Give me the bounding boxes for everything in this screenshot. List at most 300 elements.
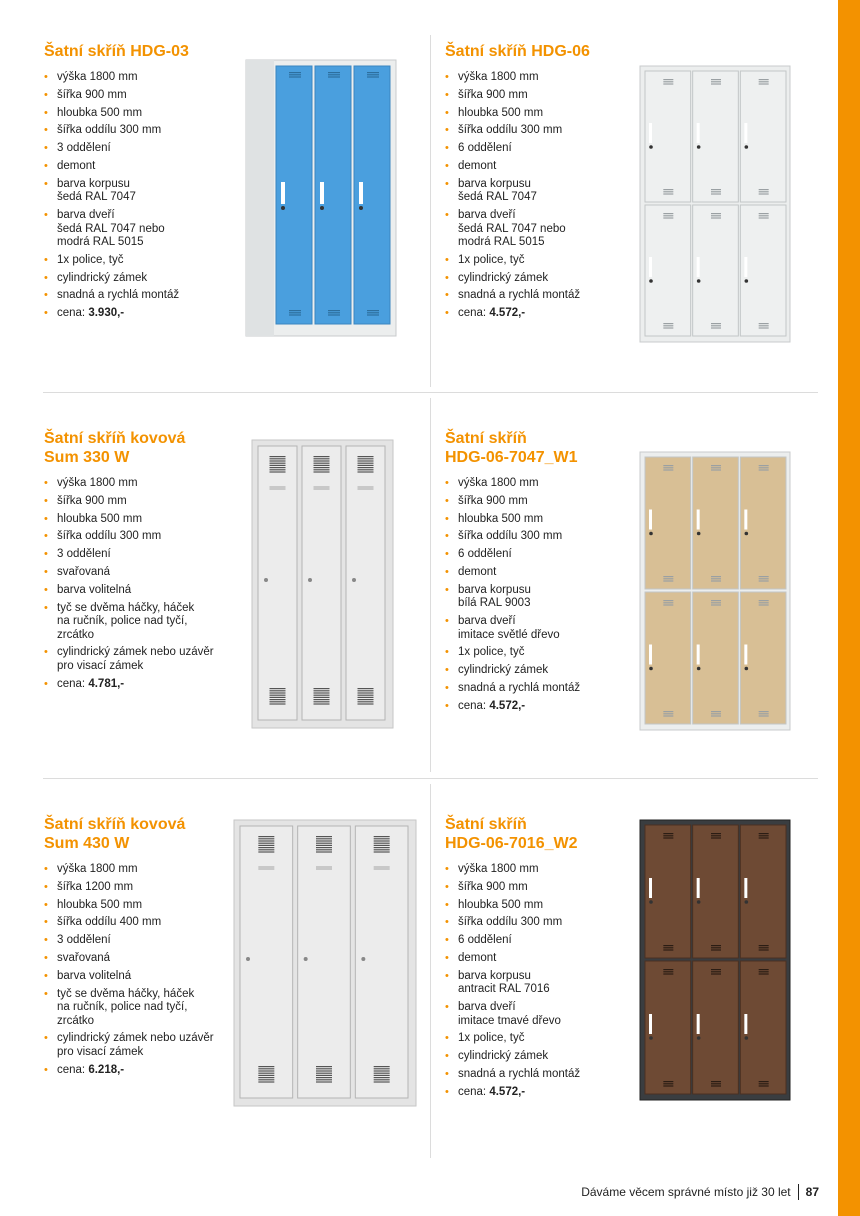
price-item [44,1064,234,1078]
vent-slot [316,836,332,837]
lock-icon [745,279,749,283]
vent-slot [258,1066,274,1067]
spec-item: • cylindrický zámek [445,272,640,286]
vent-slot [316,1070,332,1071]
spec-item: • snadná a rychlá montáž [44,289,244,303]
vent-slot [258,1077,274,1078]
vent-slot [711,79,721,80]
spec-item: • 6 oddělení [445,548,640,562]
vent-slot [663,189,673,190]
vent-slot [270,695,286,696]
lock-icon [649,532,653,536]
vent-slot [711,465,721,466]
vent-slot [358,695,374,696]
vent-slot [328,312,340,313]
vent-slot [711,604,721,605]
product-sum-430-w [44,815,234,1081]
vent-slot [711,949,721,950]
vent-slot [374,1077,390,1078]
vent-slot [314,471,330,472]
vent-slot [316,851,332,852]
spec-item: • výška 1800 mm [44,863,234,877]
price-label: cena: [458,699,490,712]
price-item [44,678,249,692]
vent-slot [711,1085,721,1086]
vent-slot [258,1075,274,1076]
label-holder [314,486,330,490]
vent-slot [314,697,330,698]
vent-slot [270,469,286,470]
spec-item: • šířka 900 mm [44,89,244,103]
spec-item: • demont [445,952,640,966]
product-title: Šatní skříň HDG-06-7047_W1 [445,430,578,466]
vent-slot [374,1079,390,1080]
vent-slot [711,833,721,834]
label-holder [358,486,374,490]
vent-slot [711,1083,721,1084]
vent-slot [759,193,769,194]
vent-slot [270,456,286,457]
locker-image-hdg-06 [638,64,792,344]
spec-item: • 1x police, tyč [44,254,244,268]
vent-slot [663,1083,673,1084]
vent-slot [358,467,374,468]
vent-slot [328,310,340,311]
vent-slot [663,191,673,192]
vent-slot [711,969,721,970]
vent-slot [258,843,274,844]
door-handle [697,510,700,530]
vent-slot [663,973,673,974]
vent-slot [663,833,673,834]
door-handle [649,257,652,277]
spec-item: • snadná a rychlá montáž [445,289,640,303]
door-handle [649,645,652,665]
vent-slot [374,836,390,837]
vent-slot [289,76,301,77]
spec-item: • šířka oddílu 300 mm [445,530,640,544]
vent-slot [663,469,673,470]
vent-slot [711,467,721,468]
vent-slot [663,217,673,218]
vent-slot [759,465,769,466]
door-handle [744,257,747,277]
vent-slot [358,456,374,457]
door-handle [320,182,324,204]
vent-slot [663,325,673,326]
lock-icon [281,206,285,210]
vent-slot [711,83,721,84]
vent-slot [374,1073,390,1074]
price-item [445,1086,640,1100]
spec-item: • barva korpusu antracit RAL 7016 [445,970,640,997]
vent-slot [759,191,769,192]
lock-icon [649,900,653,904]
vent-slot [270,701,286,702]
vent-slot [270,697,286,698]
lock-icon [649,279,653,283]
vent-slot [711,191,721,192]
lock-icon [246,957,250,961]
vent-slot [314,463,330,464]
vent-slot [374,843,390,844]
vent-slot [374,847,390,848]
vent-slot [314,469,330,470]
spec-item: • cylindrický zámek [445,1050,640,1064]
vent-slot [316,1066,332,1067]
vent-slot [258,1073,274,1074]
vent-slot [258,836,274,837]
spec-item: • barva dveří imitace tmavé dřevo [445,1001,640,1028]
label-holder [316,866,332,870]
lock-icon [304,957,308,961]
price-value: 4.572,- [489,1085,526,1098]
vent-slot [711,715,721,716]
vent-slot [328,314,340,315]
spec-item: • 1x police, tyč [445,646,640,660]
vent-slot [358,465,374,466]
vent-slot [314,690,330,691]
vent-slot [258,849,274,850]
vent-slot [759,467,769,468]
spec-item: • šířka 900 mm [445,89,640,103]
spec-item: • cylindrický zámek nebo uzávěr pro visací zámek [44,646,249,673]
vent-slot [258,838,274,839]
spec-item: • cylindrický zámek nebo uzávěr pro visací zámek [44,1032,234,1059]
product-title: Šatní skříň HDG-03 [44,43,189,60]
vent-slot [711,580,721,581]
spec-item: • svařovaná [44,566,249,580]
spec-item: • 6 oddělení [445,142,640,156]
spec-item: • barva korpusu šedá RAL 7047 [44,178,244,205]
vent-slot [258,845,274,846]
price-label: cena: [57,677,89,690]
spec-item: • hloubka 500 mm [44,513,249,527]
door-handle [649,878,652,898]
vent-slot [270,467,286,468]
vent-slot [711,193,721,194]
vent-slot [289,312,301,313]
vent-slot [759,602,769,603]
spec-list [445,477,640,713]
price-item [445,700,640,714]
vent-slot [663,215,673,216]
label-holder [270,486,286,490]
vent-slot [358,460,374,461]
price-value: 4.572,- [489,307,526,320]
door-handle [697,123,700,143]
page-footer [581,1184,819,1200]
vent-slot [711,576,721,577]
spec-item: • barva korpusu bílá RAL 9003 [445,584,640,611]
locker-image-hdg-06-7047-w1 [638,450,792,732]
lock-icon [352,578,356,582]
product-hdg-03 [44,42,244,325]
vent-slot [258,1081,274,1082]
vent-slot [314,688,330,689]
door-handle [744,645,747,665]
spec-item: • 3 oddělení [44,934,234,948]
spec-item: • výška 1800 mm [44,477,249,491]
product-hdg-06-7016-w2 [445,815,640,1104]
vent-slot [663,193,673,194]
spec-item: • šířka 900 mm [445,881,640,895]
lock-icon [697,532,701,536]
vent-slot [711,189,721,190]
vent-slot [759,833,769,834]
vent-slot [663,323,673,324]
door-handle [697,645,700,665]
vent-slot [314,692,330,693]
vent-slot [314,458,330,459]
spec-item: • hloubka 500 mm [44,899,234,913]
price-value: 4.572,- [489,699,526,712]
product-sum-330-w [44,429,249,695]
vent-slot [314,699,330,700]
vent-slot [358,463,374,464]
vent-slot [711,215,721,216]
vent-slot [270,465,286,466]
product-title: Šatní skříň HDG-06 [445,43,590,60]
vent-slot [258,840,274,841]
vent-slot [316,849,332,850]
vent-slot [663,600,673,601]
vent-slot [258,1079,274,1080]
vent-slot [711,323,721,324]
vent-slot [663,213,673,214]
vent-slot [270,463,286,464]
lock-icon [745,900,749,904]
spec-item: • cylindrický zámek [44,272,244,286]
vent-slot [374,1068,390,1069]
vent-slot [663,81,673,82]
vent-slot [759,715,769,716]
vent-slot [289,72,301,73]
vent-slot [711,213,721,214]
vent-slot [663,949,673,950]
vent-slot [367,312,379,313]
spec-item: • hloubka 500 mm [445,899,640,913]
door-handle [744,123,747,143]
vent-slot [374,851,390,852]
spec-item: • šířka 1200 mm [44,881,234,895]
vent-slot [663,467,673,468]
vent-slot [759,969,769,970]
product-title: Šatní skříň HDG-06-7016_W2 [445,816,578,852]
spec-item: • barva dveří šedá RAL 7047 nebo modrá RAL 5015 [44,209,244,250]
lock-icon [649,1036,653,1040]
vent-slot [358,688,374,689]
spec-item: • 3 oddělení [44,548,249,562]
spec-item: • šířka oddílu 300 mm [445,916,640,930]
lock-icon [745,1036,749,1040]
vent-slot [316,1077,332,1078]
lock-icon [697,279,701,283]
vent-slot [316,1073,332,1074]
door-handle [697,878,700,898]
vent-slot [314,467,330,468]
lock-icon [264,578,268,582]
vent-slot [759,945,769,946]
spec-item: • demont [445,566,640,580]
vent-slot [759,1081,769,1082]
vent-slot [316,847,332,848]
vent-slot [374,840,390,841]
door-handle [281,182,285,204]
spec-item: • barva dveří šedá RAL 7047 nebo modrá RAL 5015 [445,209,640,250]
vent-slot [314,695,330,696]
vent-slot [316,843,332,844]
vent-slot [711,600,721,601]
vent-slot [374,838,390,839]
lock-icon [697,900,701,904]
vent-slot [759,213,769,214]
door-handle [697,1014,700,1034]
vent-slot [711,217,721,218]
price-value: 6.218,- [88,1063,125,1076]
vent-slot [759,576,769,577]
lock-icon [697,1036,701,1040]
vent-slot [759,217,769,218]
vent-slot [759,578,769,579]
vent-slot [270,471,286,472]
vent-slot [270,458,286,459]
lock-icon [745,532,749,536]
vent-slot [663,945,673,946]
door-handle [697,257,700,277]
vent-slot [358,471,374,472]
vent-slot [759,1085,769,1086]
vent-slot [374,1066,390,1067]
vent-slot [759,713,769,714]
vent-slot [314,701,330,702]
vent-slot [374,845,390,846]
lock-icon [697,667,701,671]
vent-slot [759,973,769,974]
spec-item: • barva volitelná [44,584,249,598]
spec-item: • barva korpusu šedá RAL 7047 [445,178,640,205]
spec-item: • hloubka 500 mm [445,107,640,121]
vent-slot [711,837,721,838]
vent-slot [711,711,721,712]
vent-slot [663,576,673,577]
vent-slot [759,469,769,470]
price-label: cena: [458,307,490,320]
vent-slot [663,971,673,972]
vent-slot [663,835,673,836]
vent-slot [663,327,673,328]
door-handle [649,510,652,530]
vent-slot [663,715,673,716]
vent-slot [289,310,301,311]
vent-slot [711,947,721,948]
spec-list [445,863,640,1099]
vent-slot [663,604,673,605]
spec-item: • cylindrický zámek [445,664,640,678]
vent-slot [358,458,374,459]
vent-slot [663,79,673,80]
vent-slot [711,578,721,579]
vent-slot [759,711,769,712]
door-handle [744,878,747,898]
vent-slot [314,460,330,461]
vent-slot [316,1075,332,1076]
column-divider-2 [430,398,431,772]
lock-icon [649,667,653,671]
spec-item: • šířka 900 mm [445,495,640,509]
label-holder [258,866,274,870]
vent-slot [374,1081,390,1082]
footer-separator [798,1184,799,1200]
vent-slot [663,1081,673,1082]
vent-slot [367,76,379,77]
product-hdg-06-7047-w1 [445,429,640,718]
vent-slot [663,578,673,579]
vent-slot [663,969,673,970]
spec-list [44,477,249,691]
spec-item: • snadná a rychlá montáž [445,1068,640,1082]
vent-slot [663,580,673,581]
cabinet-side [246,60,274,336]
locker-image-hdg-06-7016-w2 [638,818,792,1102]
vent-slot [663,465,673,466]
vent-slot [711,1081,721,1082]
door-handle [649,123,652,143]
spec-item: • výška 1800 mm [44,71,244,85]
vent-slot [759,189,769,190]
column-divider-1 [430,35,431,387]
spec-item: • barva dveří imitace světlé dřevo [445,615,640,642]
vent-slot [358,699,374,700]
spec-item: • tyč se dvěma háčky, háček na ručník, police nad tyčí, zrcátko [44,988,234,1029]
vent-slot [358,703,374,704]
vent-slot [358,692,374,693]
vent-slot [258,1068,274,1069]
vent-slot [711,945,721,946]
vent-slot [759,835,769,836]
vent-slot [316,1068,332,1069]
vent-slot [711,325,721,326]
vent-slot [663,947,673,948]
vent-slot [314,703,330,704]
vent-slot [759,1083,769,1084]
vent-slot [759,604,769,605]
vent-slot [328,74,340,75]
vent-slot [367,310,379,311]
product-title: Šatní skříň kovová Sum 430 W [44,816,186,852]
page-number: 87 [805,1185,819,1199]
price-label: cena: [458,1085,490,1098]
lock-icon [361,957,365,961]
vent-slot [270,692,286,693]
price-label: cena: [57,1063,89,1076]
product-hdg-06 [445,42,640,325]
vent-slot [663,711,673,712]
column-divider-3 [430,784,431,1158]
spec-item: • demont [445,160,640,174]
spec-item: • snadná a rychlá montáž [445,682,640,696]
vent-slot [258,851,274,852]
vent-slot [759,79,769,80]
spec-list [445,71,640,321]
row-divider-1 [43,392,818,393]
vent-slot [759,215,769,216]
vent-slot [289,74,301,75]
vent-slot [663,837,673,838]
footer-slogan: Dáváme věcem správné místo již 30 let [581,1185,791,1199]
vent-slot [314,456,330,457]
locker-image-sum-430-w [232,818,418,1108]
